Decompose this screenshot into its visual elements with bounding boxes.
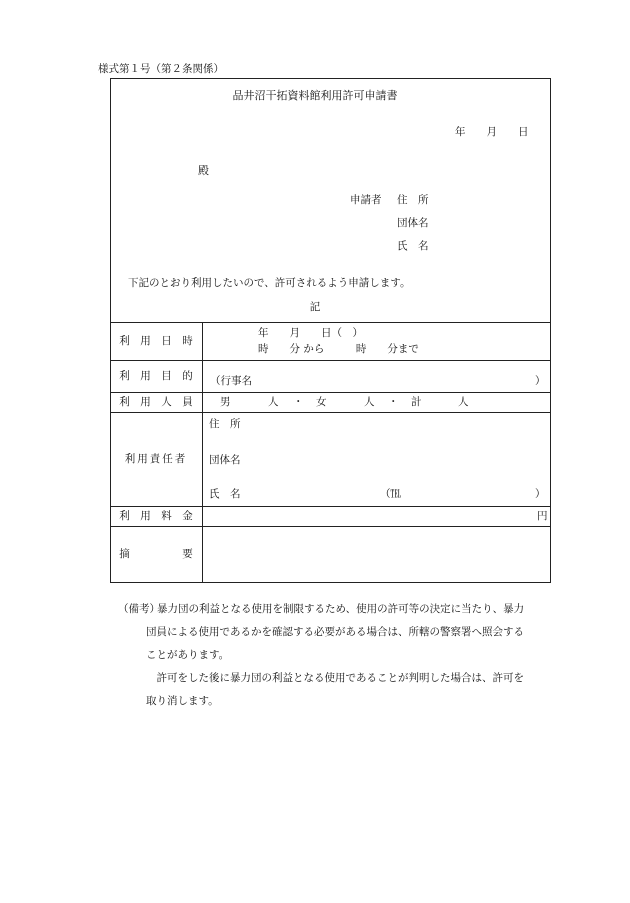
event-name-input[interactable] [265, 374, 530, 388]
row-divider [110, 392, 551, 393]
remarks-line: 許可をした後に暴力団の利益となる使用であることが判明した場合は、許可を [146, 672, 524, 684]
responsible-address-field[interactable]: 住 所 [209, 418, 241, 430]
male-label: 男 [220, 396, 231, 408]
summary-label: 摘 要 [119, 548, 193, 560]
remarks-line: 取り消します。 [146, 695, 219, 707]
applicant-address-field[interactable]: 住 所 [397, 194, 429, 206]
form-number: 様式第１号（第２条関係） [98, 63, 224, 75]
male-unit: 人 [268, 396, 279, 408]
remarks-line: ことがあります。 [146, 649, 230, 661]
column-divider [202, 322, 203, 583]
row-divider [110, 412, 551, 413]
usage-time-field[interactable]: 時 分 から 時 分まで [258, 343, 419, 355]
remarks-line: 団員による使用であるかを確認する必要がある場合は、所轄の警察署へ照会する [146, 626, 524, 638]
responsible-group-field[interactable]: 団体名 [209, 454, 241, 466]
row-divider [110, 506, 551, 507]
female-label: 女 [316, 396, 327, 408]
remarks-line: 暴力団の利益となる使用を制限するため、使用の許可等の決定に当たり、暴力 [157, 603, 525, 615]
ki-heading: 記 [309, 301, 321, 313]
summary-input[interactable] [206, 530, 546, 580]
applicant-label: 申請者 [350, 194, 382, 206]
row-divider [110, 360, 551, 361]
female-unit: 人 [364, 396, 375, 408]
form-title: 品井沼干拓資料館利用許可申請書 [232, 89, 398, 102]
addressee-suffix: 殿 [198, 164, 209, 177]
responsible-label: 利用責任者 [124, 453, 188, 465]
usage-date-field[interactable]: 年 月 日（ ） [258, 327, 363, 339]
remarks-prefix: （備考） [118, 603, 160, 615]
fee-label: 利 用 料 金 [119, 510, 193, 522]
separator-dot: ・ [388, 396, 399, 408]
responsible-name-field[interactable]: 氏 名 [209, 488, 241, 500]
tel-close: ） [535, 488, 546, 500]
date-field[interactable]: 年 月 日 [455, 126, 529, 138]
event-name-open: （行事名 [210, 375, 252, 387]
usage-datetime-label: 利 用 日 時 [119, 335, 193, 347]
purpose-label: 利 用 目 的 [119, 370, 193, 382]
fee-input[interactable] [210, 508, 530, 524]
table-top-line [110, 322, 551, 323]
total-unit: 人 [458, 396, 469, 408]
separator-dot: ・ [293, 396, 304, 408]
request-statement: 下記のとおり利用したいので、許可されるよう申請します。 [128, 277, 411, 289]
row-divider [110, 526, 551, 527]
event-name-close: ） [535, 375, 546, 387]
people-label: 利 用 人 員 [119, 396, 193, 408]
applicant-name-field[interactable]: 氏 名 [397, 240, 429, 252]
responsible-tel-field[interactable]: （℡ [380, 488, 401, 500]
applicant-group-field[interactable]: 団体名 [397, 217, 429, 229]
total-label: 計 [411, 396, 422, 408]
fee-unit: 円 [537, 510, 548, 522]
